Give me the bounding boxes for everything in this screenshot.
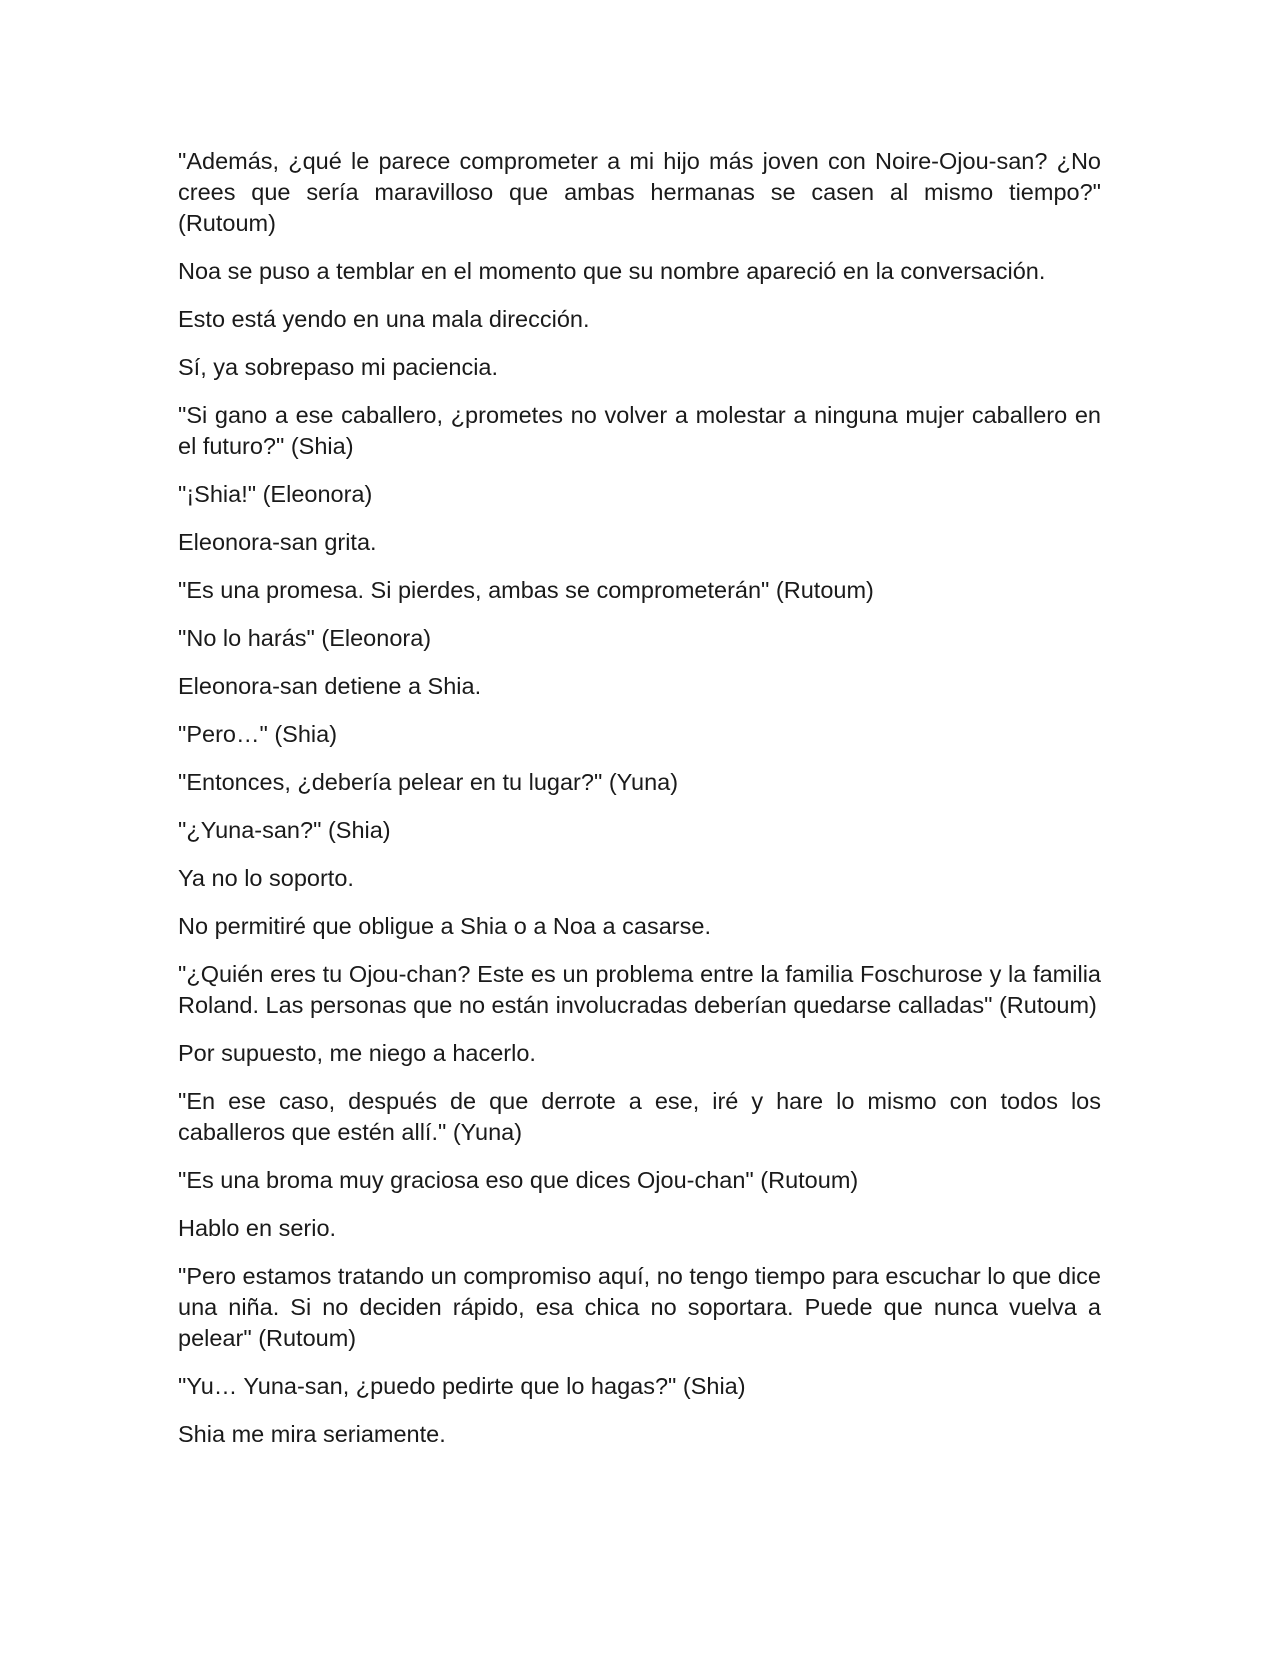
paragraph: Ya no lo soporto. — [178, 865, 354, 891]
paragraph: "¡Shia!" (Eleonora) — [178, 481, 373, 507]
paragraph: Noa se puso a temblar en el momento que su nombre apareció en la conversación. — [178, 258, 1046, 284]
paragraph: "No lo harás" (Eleonora) — [178, 625, 432, 651]
paragraph: No permitiré que obligue a Shia o a Noa a casarse. — [178, 913, 711, 939]
paragraph: "¿Yuna-san?" (Shia) — [178, 817, 391, 843]
paragraph: Shia me mira seriamente. — [178, 1421, 446, 1447]
paragraph: Eleonora-san grita. — [178, 529, 377, 555]
paragraph: "Es una promesa. Si pierdes, ambas se comprometerán" (Rutoum) — [178, 577, 874, 603]
paragraph: "Además, ¿qué le parece comprometer a mi hijo más joven con Noire-Ojou-san? ¿No crees que sería maravilloso que ambas hermanas se casen al mismo tiempo?" (Rutoum) — [178, 148, 1101, 236]
paragraph: "Si gano a ese caballero, ¿prometes no volver a molestar a ninguna mujer caballero en el futuro?" (Shia) — [178, 402, 1101, 459]
document-body — [178, 146, 1101, 1467]
paragraph: Eleonora-san detiene a Shia. — [178, 673, 482, 699]
paragraph: "Yu… Yuna-san, ¿puedo pedirte que lo hagas?" (Shia) — [178, 1373, 746, 1399]
paragraph: "Es una broma muy graciosa eso que dices Ojou-chan" (Rutoum) — [178, 1167, 859, 1193]
paragraph: "Entonces, ¿debería pelear en tu lugar?" (Yuna) — [178, 769, 679, 795]
paragraph: Hablo en serio. — [178, 1215, 337, 1241]
paragraph: Por supuesto, me niego a hacerlo. — [178, 1040, 536, 1066]
paragraph: "Pero…" (Shia) — [178, 721, 338, 747]
paragraph: "En ese caso, después de que derrote a ese, iré y hare lo mismo con todos los caballeros que estén allí." (Yuna) — [178, 1088, 1101, 1145]
paragraph: Esto está yendo en una mala dirección. — [178, 306, 590, 332]
paragraph: "¿Quién eres tu Ojou-chan? Este es un problema entre la familia Foschurose y la familia Roland. Las personas que no están involucradas deberían quedarse calladas" (Rutoum) — [178, 961, 1101, 1018]
paragraph: "Pero estamos tratando un compromiso aquí, no tengo tiempo para escuchar lo que dice una niña. Si no deciden rápido, esa chica no soportara. Puede que nunca vuelva a pelear" (Rutoum) — [178, 1263, 1101, 1351]
paragraph: Sí, ya sobrepaso mi paciencia. — [178, 354, 499, 380]
